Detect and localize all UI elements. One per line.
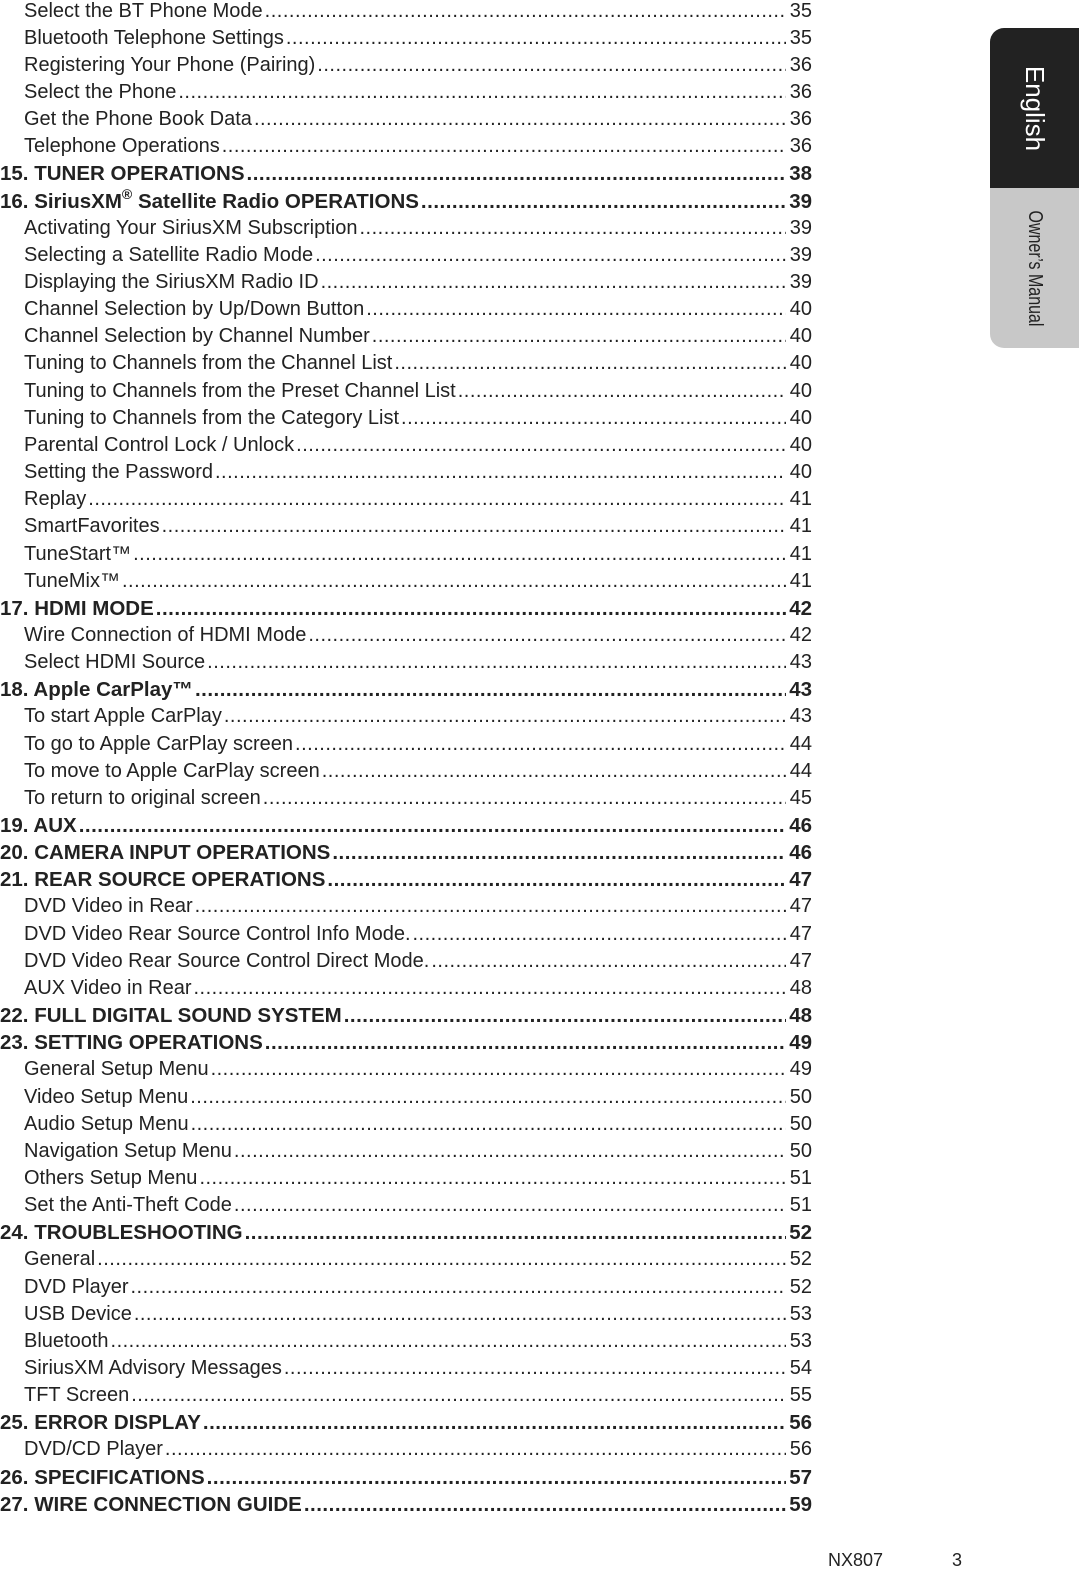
toc-entry-text: 21. REAR SOURCE OPERATIONS xyxy=(0,868,326,892)
toc-entry-title xyxy=(0,25,284,52)
dot-leader xyxy=(247,160,786,187)
footer-page-number: 3 xyxy=(952,1550,963,1570)
toc-page-number: 50 xyxy=(789,1112,812,1135)
toc-entry-title xyxy=(0,79,176,106)
manual-tab xyxy=(990,188,1079,348)
toc-entry-text: Bluetooth Telephone Settings xyxy=(24,26,284,49)
toc-chapter xyxy=(0,839,812,866)
toc-entry-title xyxy=(0,133,220,160)
dot-leader xyxy=(308,622,786,649)
toc-entry xyxy=(0,921,812,948)
toc-page-number: 59 xyxy=(789,1492,812,1516)
toc-page-number: 44 xyxy=(789,732,812,755)
toc-entry-title xyxy=(0,1002,342,1029)
toc-page-number: 36 xyxy=(789,80,812,103)
toc-entry-title xyxy=(0,296,364,323)
toc-page-number: 40 xyxy=(789,406,812,429)
toc-entry-text: Wire Connection of HDMI Mode xyxy=(24,623,307,646)
dot-leader xyxy=(156,595,786,622)
toc-entry-text: 27. WIRE CONNECTION GUIDE xyxy=(0,1492,302,1516)
toc-page-number: 50 xyxy=(789,1139,812,1162)
toc-entry xyxy=(0,0,812,25)
toc-page-number: 40 xyxy=(789,298,812,321)
toc-entry-title xyxy=(0,948,429,975)
toc-entry-text: General Setup Menu xyxy=(24,1058,209,1081)
toc-entry xyxy=(0,785,812,812)
toc-entry-text: TuneMix™ xyxy=(24,569,120,592)
toc-page-number: 39 xyxy=(789,243,812,266)
toc-entry-text: AUX Video in Rear xyxy=(24,976,192,999)
toc-entry xyxy=(0,405,812,432)
dot-leader xyxy=(366,296,786,323)
toc-entry xyxy=(0,459,812,486)
toc-chapter xyxy=(0,1464,812,1491)
toc-entry-text: DVD Player xyxy=(24,1275,129,1298)
toc-entry-title xyxy=(0,1436,163,1463)
toc-entry xyxy=(0,25,812,52)
toc-entry xyxy=(0,432,812,459)
toc-entry xyxy=(0,378,812,405)
toc-entry-text: USB Device xyxy=(24,1302,132,1325)
toc-entry xyxy=(0,893,812,920)
toc-page-number: 47 xyxy=(789,895,812,918)
toc-chapter xyxy=(0,1409,812,1436)
toc-entry-title xyxy=(0,323,370,350)
dot-leader xyxy=(394,350,786,377)
toc-page-number: 49 xyxy=(789,1031,812,1055)
toc-entry-text: Audio Setup Menu xyxy=(24,1112,189,1135)
dot-leader xyxy=(122,568,786,595)
toc-entry xyxy=(0,541,812,568)
toc-entry-text: Setting the Password xyxy=(24,461,213,484)
toc-entry-title xyxy=(0,432,294,459)
toc-page-number: 49 xyxy=(789,1058,812,1081)
toc-page-number: 35 xyxy=(789,26,812,49)
toc-entry-title xyxy=(0,975,192,1002)
toc-entry-text: 25. ERROR DISPLAY xyxy=(0,1411,201,1435)
toc-entry-title xyxy=(0,106,252,133)
toc-entry-title xyxy=(0,1192,232,1219)
dot-leader xyxy=(207,1464,786,1491)
toc-entry xyxy=(0,1056,812,1083)
dot-leader xyxy=(245,1219,786,1246)
toc-entry xyxy=(0,1246,812,1273)
dot-leader xyxy=(458,378,786,405)
toc-entry-text: Select HDMI Source xyxy=(24,651,206,674)
toc-entry-text: 20. CAMERA INPUT OPERATIONS xyxy=(0,841,331,865)
toc-page-number: 46 xyxy=(789,841,812,865)
toc-page-number: 40 xyxy=(789,325,812,348)
dot-leader xyxy=(203,1409,786,1436)
toc-page-number: 41 xyxy=(789,515,812,538)
toc-page-number: 35 xyxy=(789,0,812,22)
toc-entry-title xyxy=(0,1219,243,1246)
toc-page-number: 42 xyxy=(789,596,812,620)
toc-entry-text: Bluetooth xyxy=(24,1329,109,1352)
toc-entry-text: Set the Anti-Theft Code xyxy=(24,1194,232,1217)
toc-entry xyxy=(0,52,812,79)
toc-entry-text: 17. HDMI MODE xyxy=(0,596,154,620)
dot-leader xyxy=(372,323,786,350)
toc-page-number: 52 xyxy=(789,1221,812,1245)
toc-page-number: 36 xyxy=(789,53,812,76)
toc-entry-title xyxy=(0,1491,302,1518)
toc-chapter xyxy=(0,676,812,703)
dot-leader xyxy=(191,1111,786,1138)
dot-leader xyxy=(207,649,786,676)
toc-entry xyxy=(0,758,812,785)
toc-entry-text: Selecting a Satellite Radio Mode xyxy=(24,243,314,266)
toc-page-number: 40 xyxy=(789,461,812,484)
toc-chapter xyxy=(0,188,812,215)
toc-entry-title xyxy=(0,866,325,893)
toc-entry-title xyxy=(0,1138,232,1165)
toc-page-number: 48 xyxy=(789,1004,812,1028)
toc-page-number: 39 xyxy=(789,216,812,239)
registered-mark: ® xyxy=(121,187,133,202)
dot-leader xyxy=(413,921,787,948)
toc-page-number: 51 xyxy=(789,1166,812,1189)
toc-entry-title xyxy=(0,269,319,296)
toc-entry-title xyxy=(0,703,222,730)
toc-entry-text: 26. SPECIFICATIONS xyxy=(0,1465,205,1489)
dot-leader xyxy=(321,269,786,296)
dot-leader xyxy=(421,188,786,215)
toc-entry-title xyxy=(0,568,120,595)
toc-entry-text-cont: Satellite Radio OPERATIONS xyxy=(132,189,419,213)
toc-page-number: 47 xyxy=(789,949,812,972)
toc-entry-title xyxy=(0,893,193,920)
toc-entry-title xyxy=(0,242,313,269)
manual-tab-label: Owner’s Manual xyxy=(1024,210,1047,326)
toc-page-number: 42 xyxy=(789,623,812,646)
toc-entry xyxy=(0,486,812,513)
toc-entry-title xyxy=(0,758,320,785)
dot-leader xyxy=(234,1192,786,1219)
dot-leader xyxy=(130,1274,786,1301)
language-tab xyxy=(990,28,1079,188)
toc-entry-text: To go to Apple CarPlay screen xyxy=(24,732,294,755)
toc-entry-text: 22. FULL DIGITAL SOUND SYSTEM xyxy=(0,1004,342,1028)
toc-entry-title xyxy=(0,1029,263,1056)
toc-page-number: 43 xyxy=(789,678,812,702)
dot-leader xyxy=(360,215,787,242)
dot-leader xyxy=(211,1056,786,1083)
toc-page-number: 40 xyxy=(789,433,812,456)
dot-leader xyxy=(234,1138,786,1165)
toc-page-number: 50 xyxy=(789,1085,812,1108)
toc-entry-title xyxy=(0,405,399,432)
toc-chapter xyxy=(0,1219,812,1246)
toc-entry xyxy=(0,1111,812,1138)
toc-entry-text: 23. SETTING OPERATIONS xyxy=(0,1031,263,1055)
toc-entry-text: 19. AUX xyxy=(0,814,77,837)
dot-leader xyxy=(296,432,786,459)
toc-page-number: 53 xyxy=(789,1302,812,1325)
toc-page-number: 56 xyxy=(789,1438,812,1461)
toc-entry-text: Channel Selection by Up/Down Button xyxy=(24,298,365,321)
toc-entry-title xyxy=(0,622,306,649)
toc-page-number: 41 xyxy=(789,488,812,511)
toc-entry-title xyxy=(0,0,263,25)
toc-entry-text: Registering Your Phone (Pairing) xyxy=(24,53,316,76)
toc-entry xyxy=(0,323,812,350)
toc-entry xyxy=(0,106,812,133)
toc-page-number: 48 xyxy=(789,976,812,999)
toc-entry xyxy=(0,731,812,758)
dot-leader xyxy=(263,785,786,812)
dot-leader xyxy=(199,1165,786,1192)
dot-leader xyxy=(194,975,787,1002)
toc-page-number: 52 xyxy=(789,1248,812,1271)
toc-page-number: 54 xyxy=(789,1357,812,1379)
footer-model-number: NX807 xyxy=(828,1550,884,1570)
toc-entry-text: Tuning to Channels from the Channel List xyxy=(24,352,393,375)
toc-entry xyxy=(0,1274,812,1301)
dot-leader xyxy=(327,866,786,893)
toc-entry-title xyxy=(0,1056,209,1083)
toc-chapter xyxy=(0,160,812,187)
dot-leader xyxy=(134,1301,786,1328)
toc-entry-title xyxy=(0,1301,132,1328)
toc-entry xyxy=(0,948,812,975)
toc-entry-text: DVD Video in Rear xyxy=(24,895,193,918)
dot-leader xyxy=(254,106,786,133)
toc-entry xyxy=(0,242,812,269)
toc-entry-text: Video Setup Menu xyxy=(24,1085,189,1108)
toc-entry-title xyxy=(0,1111,189,1138)
toc-entry-title xyxy=(0,785,261,812)
toc-page-number: 40 xyxy=(789,379,812,402)
toc-page-number: 39 xyxy=(789,271,812,293)
dot-leader xyxy=(332,839,786,866)
toc-entry-text: DVD Video Rear Source Control Info Mode. xyxy=(24,922,411,945)
toc-entry-title xyxy=(0,1409,201,1436)
toc-page-number: 47 xyxy=(789,868,812,892)
toc-entry-title xyxy=(0,513,160,540)
toc-entry-text: To move to Apple CarPlay screen xyxy=(24,759,320,782)
toc-entry xyxy=(0,350,812,377)
toc-entry-title xyxy=(0,486,86,513)
toc-entry-text: Others Setup Menu xyxy=(24,1166,198,1189)
toc-entry-text: Select the BT Phone Mode xyxy=(24,0,263,22)
toc-entry xyxy=(0,1328,812,1355)
toc-entry xyxy=(0,215,812,242)
toc-page-number: 55 xyxy=(789,1384,812,1407)
toc-entry-text: Tuning to Channels from the Category List xyxy=(24,406,400,429)
toc-chapter xyxy=(0,866,812,893)
toc-chapter xyxy=(0,1002,812,1029)
toc-entry-text: General xyxy=(24,1248,96,1271)
toc-entry-title xyxy=(0,541,131,568)
toc-entry-title xyxy=(0,378,456,405)
toc-entry-title xyxy=(0,1355,282,1382)
dot-leader xyxy=(111,1328,786,1355)
toc-page-number: 52 xyxy=(789,1275,812,1298)
toc-entry-title xyxy=(0,649,205,676)
toc-entry xyxy=(0,975,812,1002)
toc-entry-title xyxy=(0,676,193,703)
toc-entry-text: SiriusXM Advisory Messages xyxy=(24,1357,282,1379)
toc-entry-title xyxy=(0,459,213,486)
toc-page-number: 56 xyxy=(789,1411,812,1435)
toc-entry-text: DVD/CD Player xyxy=(24,1438,163,1461)
dot-leader xyxy=(195,893,786,920)
dot-leader xyxy=(431,948,786,975)
dot-leader xyxy=(304,1491,786,1518)
toc-entry xyxy=(0,1382,812,1409)
toc-page-number: 44 xyxy=(789,759,812,782)
toc-chapter xyxy=(0,812,812,839)
toc-entry-text: Activating Your SiriusXM Subscription xyxy=(24,216,358,239)
dot-leader xyxy=(265,0,786,25)
toc-page-number: 43 xyxy=(789,651,812,674)
toc-entry-text: To start Apple CarPlay xyxy=(24,705,222,728)
toc-page-number: 47 xyxy=(789,922,812,945)
toc-page-number: 41 xyxy=(789,569,812,592)
toc-page-number: 38 xyxy=(789,162,812,186)
toc-entry xyxy=(0,622,812,649)
toc-entry xyxy=(0,1165,812,1192)
dot-leader xyxy=(322,758,786,785)
toc-entry-text: Channel Selection by Channel Number xyxy=(24,325,370,348)
dot-leader xyxy=(401,405,786,432)
dot-leader xyxy=(133,541,786,568)
toc-entry-title xyxy=(0,1274,128,1301)
toc-entry xyxy=(0,568,812,595)
toc-entry-text: 24. TROUBLESHOOTING xyxy=(0,1221,243,1245)
dot-leader xyxy=(295,731,786,758)
dot-leader xyxy=(79,812,786,839)
dot-leader xyxy=(265,1029,786,1056)
toc-entry-text: DVD Video Rear Source Control Direct Mode. xyxy=(24,949,430,972)
toc-entry xyxy=(0,1138,812,1165)
toc-entry xyxy=(0,1192,812,1219)
dot-leader xyxy=(224,703,786,730)
toc-entry-title xyxy=(0,1382,129,1409)
toc-entry-text: Replay xyxy=(24,488,87,511)
dot-leader xyxy=(178,79,786,106)
toc-entry xyxy=(0,133,812,160)
toc-entry xyxy=(0,79,812,106)
toc-entry xyxy=(0,269,812,296)
toc-page-number: 51 xyxy=(789,1194,812,1217)
toc-entry-text: Telephone Operations xyxy=(24,135,220,158)
toc-entry xyxy=(0,1355,812,1382)
toc-page-number: 53 xyxy=(789,1329,812,1352)
toc-entry-title xyxy=(0,215,358,242)
toc-entry xyxy=(0,703,812,730)
toc-entry-text: 18. Apple CarPlay™ xyxy=(0,678,193,702)
toc-entry-text: Get the Phone Book Data xyxy=(24,108,252,131)
dot-leader xyxy=(222,133,786,160)
toc-entry xyxy=(0,1436,812,1463)
toc-entry-title xyxy=(0,1464,205,1491)
dot-leader xyxy=(315,242,786,269)
toc-entry-text: TFT Screen xyxy=(24,1384,130,1407)
toc-entry-text: Tuning to Channels from the Preset Channel List xyxy=(24,379,456,402)
toc-page-number: 57 xyxy=(789,1465,812,1489)
toc-page-number: 41 xyxy=(789,542,812,565)
toc-page-number: 40 xyxy=(789,352,812,375)
toc-page-number: 39 xyxy=(789,189,812,213)
toc-entry xyxy=(0,649,812,676)
toc-entry-title xyxy=(0,731,293,758)
toc-entry-title xyxy=(0,52,315,79)
toc-page-number: 45 xyxy=(789,786,812,809)
toc-entry-text: SmartFavorites xyxy=(24,515,160,538)
toc-entry-title xyxy=(0,595,154,622)
toc-entry xyxy=(0,1084,812,1111)
dot-leader xyxy=(284,1355,786,1382)
toc-entry-text: 16. SiriusXM xyxy=(0,189,122,213)
dot-leader xyxy=(165,1436,786,1463)
toc-entry-text: Displaying the SiriusXM Radio ID xyxy=(24,271,319,293)
dot-leader xyxy=(317,52,786,79)
toc-chapter xyxy=(0,1491,812,1518)
toc-chapter xyxy=(0,595,812,622)
dot-leader xyxy=(344,1002,786,1029)
toc-chapter xyxy=(0,1029,812,1056)
dot-leader xyxy=(97,1246,786,1273)
toc-entry-text: 15. TUNER OPERATIONS xyxy=(0,162,245,186)
toc-page-number: 36 xyxy=(789,108,812,131)
toc-entry xyxy=(0,1301,812,1328)
language-tab-label: English xyxy=(1020,65,1050,151)
toc-entry-text: TuneStart™ xyxy=(24,542,132,565)
toc-entry-title xyxy=(0,1084,188,1111)
dot-leader xyxy=(286,25,786,52)
dot-leader xyxy=(195,676,786,703)
toc-page-number: 46 xyxy=(789,814,812,837)
dot-leader xyxy=(162,513,786,540)
toc-page-number: 43 xyxy=(789,705,812,728)
toc-entry-title xyxy=(0,812,77,839)
toc-entry-title xyxy=(0,1165,197,1192)
dot-leader xyxy=(131,1382,786,1409)
toc-entry-title xyxy=(0,188,419,215)
toc-entry-title xyxy=(0,1246,95,1273)
toc-entry-title xyxy=(0,350,392,377)
dot-leader xyxy=(190,1084,786,1111)
toc-entry-text: To return to original screen xyxy=(24,786,261,809)
toc-entry-text: Parental Control Lock / Unlock xyxy=(24,433,295,456)
toc-entry-text: Select the Phone xyxy=(24,80,177,103)
toc-entry-title xyxy=(0,921,411,948)
toc-entry-title xyxy=(0,1328,109,1355)
toc-entry-text: Navigation Setup Menu xyxy=(24,1139,232,1162)
toc-entry xyxy=(0,296,812,323)
dot-leader xyxy=(215,459,786,486)
dot-leader xyxy=(88,486,786,513)
toc-entry-title xyxy=(0,839,330,866)
toc-entry xyxy=(0,513,812,540)
toc-page-number: 36 xyxy=(789,135,812,158)
toc-entry-title xyxy=(0,160,245,187)
